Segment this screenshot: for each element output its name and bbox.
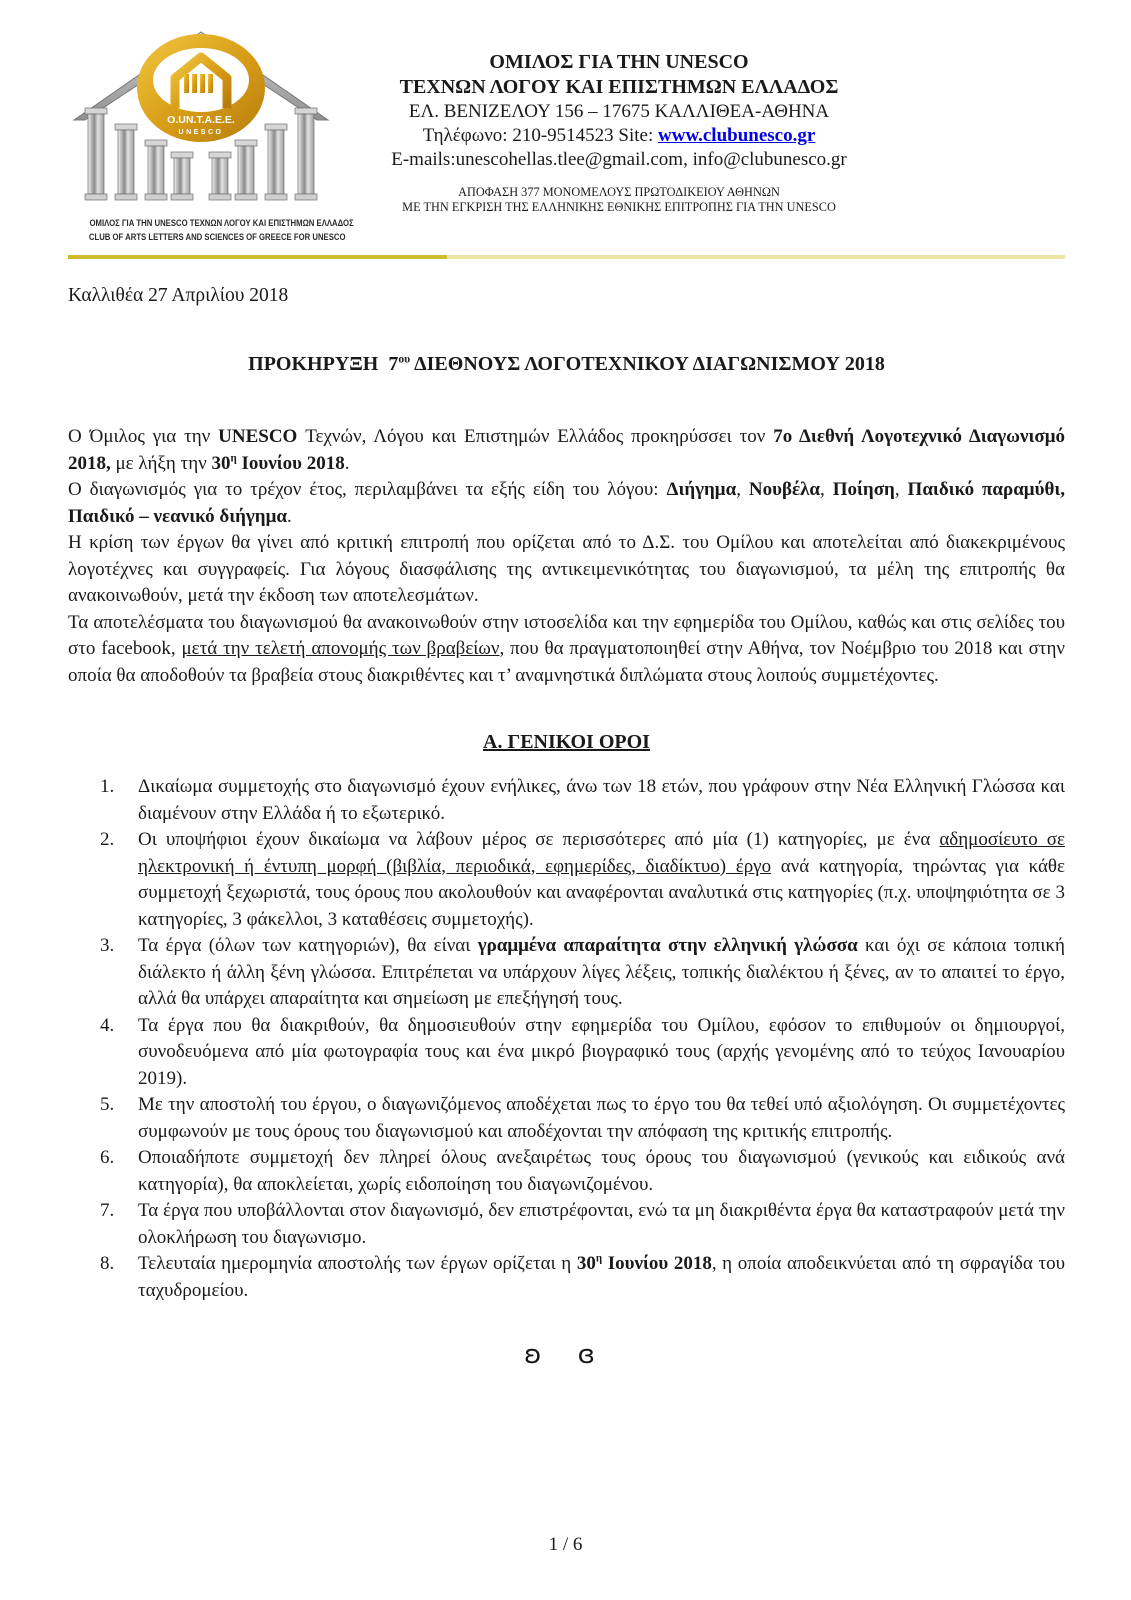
phone-site-prefix: Τηλέφωνο: 210-9514523 Site: [422, 125, 658, 146]
term-number: 6. [100, 1147, 115, 1168]
term-text: Δικαίωμα συμμετοχής στο διαγωνισμό έχουν ενήλικες, άνω των 18 ετών, που γράφουν στην Νέα Ελληνική Γλώσσα και διαμένουν στην Ελλάδα ή το εξωτερικό. [138, 776, 1065, 824]
intro-paragraphs [68, 424, 1065, 689]
paragraph: Η κρίση των έργων θα γίνει από κριτική επιτροπή που ορίζεται από το Δ.Σ. του Ομίλου και αποτελείται από διακεκριμένους λογοτέχνες και συγγραφείς. Για λόγους διασφάλισης της αντικειμενικότητας του διαγωνισμού, τα μέλη της επιτροπής θα ανακοινωθούν, μετά την έκδοση των αποτελεσμάτων. [68, 532, 1065, 606]
term-text: Με την αποστολή του έργου, ο διαγωνιζόμενος αποδέχεται πως το έργο του θα τεθεί υπό αξιολόγηση. Οι συμμετέχοντες συμφωνούν με τους όρους του διαγωνισμού και αποδέχονται την απόφαση της κριτικής επιτροπής. [138, 1094, 1065, 1142]
term-text: Τα έργα που υποβάλλονται στον διαγωνισμό, δεν επιστρέφονται, ενώ τα μη διακριθέντα έργα θα καταστραφούν μετά την ολοκλήρωση του διαγωνισμο. [138, 1200, 1065, 1248]
approval-line2: ΜΕ ΤΗΝ ΕΓΚΡΙΣΗ ΤΗΣ ΕΛΛΗΝΙΚΗΣ ΕΘΝΙΚΗΣ ΕΠΙΤΡΟΠΗΣ ΓΙΑ ΤΗΝ UNESCO [402, 200, 836, 214]
term-number: 7. [100, 1200, 115, 1221]
term-item [68, 1145, 1065, 1198]
term-number: 3. [100, 935, 115, 956]
term-text: Τα έργα που θα διακριθούν, θα δημοσιευθούν στην εφημερίδα του Ομίλου, εφόσον το επιθυμούν οι δημιουργοί, συνοδευόμενα από μία φωτογραφία τους και ένα μικρό βιογραφικό τους (αρχής γενομένης από το τεύχος Ιανουαρίου 2019). [138, 1014, 1065, 1089]
date-line: Καλλιθέα 27 Απριλίου 2018 [68, 285, 289, 306]
org-emails: E-mails:unescohellas.tlee@gmail.com, info@clubunesco.gr [391, 149, 847, 170]
term-item [68, 1092, 1065, 1145]
letterhead [68, 24, 1065, 243]
term-item [68, 1013, 1065, 1093]
page-number: 1 / 6 [548, 1534, 583, 1555]
emblem-acronym-text: O.UN.T.A.E.E. [167, 114, 235, 126]
org-phone-site-line [336, 124, 902, 148]
term-number: 1. [100, 776, 115, 797]
paragraph: Τα αποτελέσματα του διαγωνισμού θα ανακοινωθούν στην ιστοσελίδα και την εφημερίδα του Ομίλου, καθώς και στις σελίδες του στο facebook, μετά την τελετή απονομής των βραβείων, που θα πραγματοποιηθεί στην Αθήνα, τον Νοέμβριο του 2018 και στην οποία θα αποδοθούν τα βραβεία στους διακριθέντες και τ’ αναμνηστικά διπλώματα στους λοιπούς συμμετέχοντες. [68, 611, 1065, 686]
logo-caption-english: CLUB OF ARTS LETTERS AND SCIENCES OF GREECE FOR UNESCO [88, 231, 346, 242]
term-item [68, 1251, 1065, 1304]
paragraph: Ο Όμιλος για την UNESCO Τεχνών, Λόγου και Επιστημών Ελλάδος προκηρύσσει τον 7ο Διεθνή Λογοτεχνικό Διαγωνισμό 2018, με λήξη την $30^\eta$ Ιουνίου 2018. [68, 426, 1066, 474]
term-text: Τα έργα (όλων των κατηγοριών), θα είναι γραμμένα απαραίτητα στην ελληνική γλώσσα και όχι σε κάποια τοπική διάλεκτο ή άλλη ξένη γλώσσα. Επιτρέπεται να υπάρχουν λίγες λέξεις, τοπικής διαλέκτου ή ξένες, αν το απαιτεί το έργο, αλλά θα υπάρχει απαραίτητα και σημείωση με επεξήγησή τους. [138, 935, 1065, 1009]
ornament-divider: ʚ ɞ [524, 1340, 609, 1370]
doc-title: ΠΡΟΚΗΡΥΞΗ $7^{o\upsilon}$ ΔΙΕΘΝΟΥΣ ΛΟΓΟΤΕΧΝΙΚΟΥ ΔΙΑΓΩΝΙΣΜΟΥ 2018 [248, 352, 885, 375]
term-item [68, 827, 1065, 933]
logo-caption-greek: ΟΜΙΛΟΣ ΓΙΑ ΤΗΝ UNESCO ΤΕΧΝΩΝ ΛΟΓΟΥ ΚΑΙ ΕΠΙΣΤΗΜΩΝ ΕΛΛΑΔΟΣ [89, 218, 354, 228]
term-text: Τελευταία ημερομηνία αποστολής των έργων ορίζεται η $30^\eta$ Ιουνίου 2018, η οποία αποδεικνύεται από τη σφραγίδα του ταχυδρομείου. [138, 1252, 1065, 1301]
term-number: 4. [100, 1014, 115, 1036]
approval-line1: ΑΠΟΦΑΣΗ 377 ΜΟΝΟΜΕΛΟΥΣ ΠΡΩΤΟΔΙΚΕΙΟΥ ΑΘΗΝΩΝ [458, 185, 780, 199]
approval-block [336, 185, 902, 215]
org-address: ΕΛ. ΒΕΝΙΖΕΛΟΥ 156 – 17675 ΚΑΛΛΙΘΕΑ-ΑΘΗΝΑ [408, 101, 830, 122]
term-number: 5. [100, 1094, 115, 1115]
org-logo [68, 24, 354, 243]
terms-list [68, 774, 1065, 1304]
temple-logo-icon [68, 24, 334, 208]
emblem-unesco-text: UNESCO [178, 129, 224, 136]
term-item [68, 774, 1065, 827]
org-header-text [336, 24, 902, 243]
section-heading: Α. ΓΕΝΙΚΟΙ ΟΡΟΙ [483, 731, 650, 753]
org-name-line1: ΟΜΙΛΟΣ ΓΙΑ ΤΗΝ UNESCO [489, 51, 749, 73]
term-text: Οι υποψήφιοι έχουν δικαίωμα να λάβουν μέρος σε περισσότερες από μία (1) κατηγορίες, με ένα αδημοσίευτο σε ηλεκτρονική ή έντυπη μορφή (βιβλία, περιοδικά, εφημερίδες, διαδίκτυο) έργο ανά κατηγορία, τηρώντας για κάθε συμμετοχή ξεχωριστά, τους όρους που ακολουθούν και αναφέρονται αναλυτικά στις κατηγορίες (π.χ. υποψηφιότητα σε 3 κατηγορίες, 3 φάκελλοι, 3 καταθέσεις συμμετοχής). [138, 829, 1066, 930]
separator-line [68, 255, 1065, 259]
term-number: 2. [100, 829, 115, 850]
term-item [68, 1198, 1065, 1251]
org-name-line2: ΤΕΧΝΩΝ ΛΟΓΟΥ ΚΑΙ ΕΠΙΣΤΗΜΩΝ ΕΛΛΑΔΟΣ [399, 76, 839, 98]
paragraph: Ο διαγωνισμός για το τρέχον έτος, περιλαμβάνει τα εξής είδη του λόγου: Διήγημα, Νουβέλα, Ποίηση, Παιδικό παραμύθι, Παιδικό – νεανικό διήγημα. [68, 479, 1066, 527]
logo-caption [68, 216, 354, 243]
term-number: 8. [100, 1253, 115, 1274]
site-link[interactable]: www.clubunesco.gr [658, 125, 816, 146]
term-item [68, 933, 1065, 1013]
term-text: Οποιαδήποτε συμμετοχή δεν πληρεί όλους ανεξαιρέτως τους όρους του διαγωνισμού (γενικούς και ειδικούς ανά κατηγορία), θα αποκλείεται, χωρίς ειδοποίηση του διαγωνιζομένου. [138, 1147, 1065, 1195]
